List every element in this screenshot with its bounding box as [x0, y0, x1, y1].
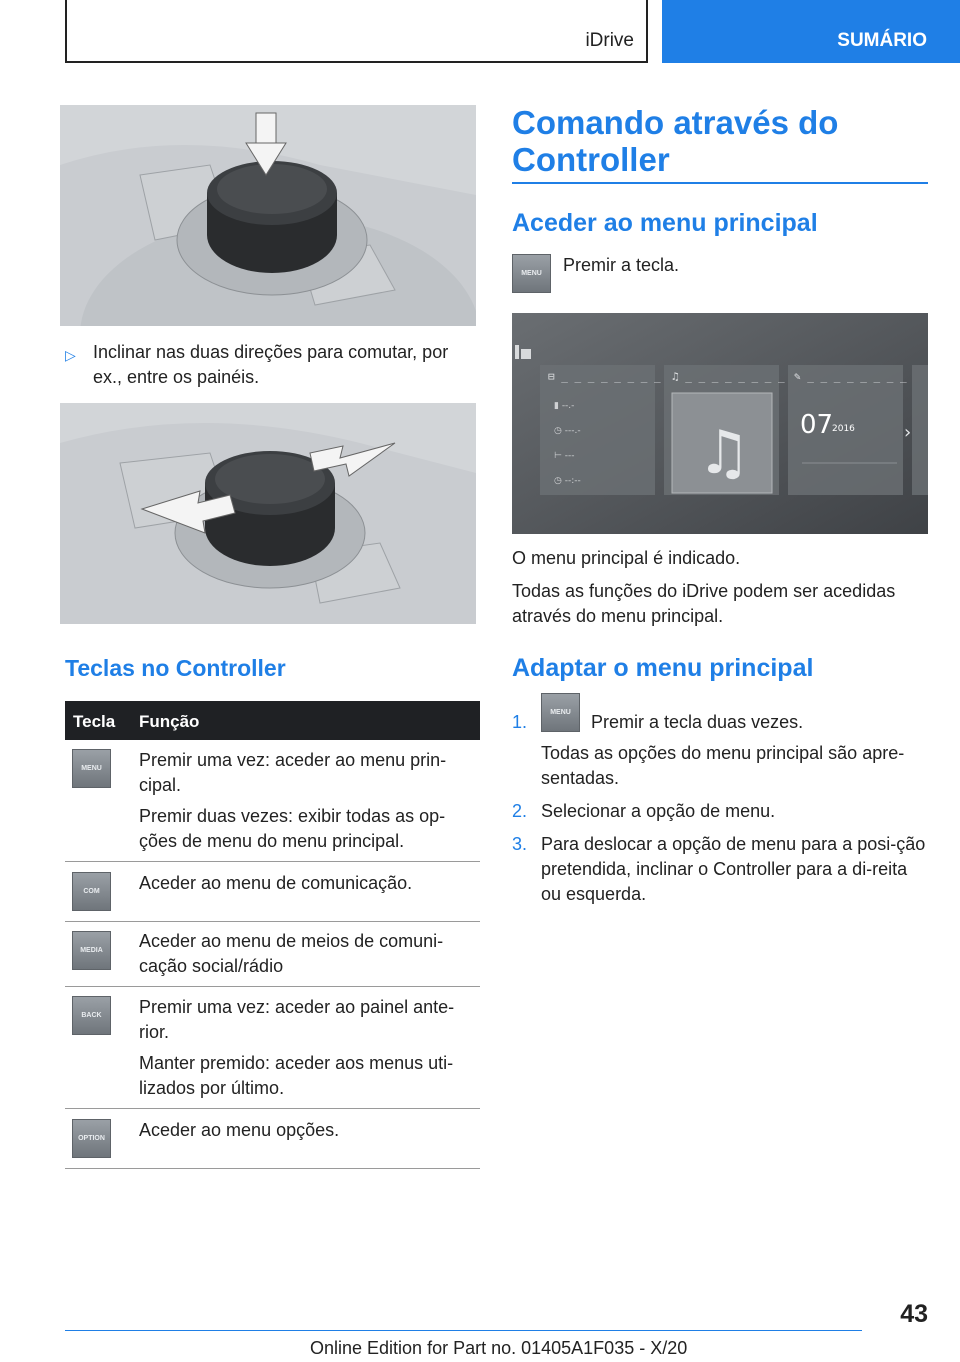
table-row — [65, 1109, 480, 1169]
footer-divider — [65, 1330, 862, 1331]
table-row — [65, 862, 480, 922]
option-key-icon: OPTION — [72, 1119, 111, 1158]
footer-edition: Online Edition for Part no. 01405A1F035 - X/20 — [310, 1338, 688, 1358]
step-number: 3. — [512, 834, 528, 854]
svg-text:♫: ♫ — [697, 418, 751, 488]
menu-key-icon: MENU — [512, 254, 551, 293]
table-row — [65, 740, 480, 862]
screen-date-year: 2016 — [832, 424, 855, 434]
com-key-icon: COM — [72, 872, 111, 911]
page-number: 43 — [900, 1300, 928, 1328]
tilt-instruction — [65, 340, 465, 390]
back-key-icon: BACK — [72, 996, 111, 1035]
svg-text:▮ --.-: ▮ --.- — [554, 401, 575, 411]
svg-text:⊢ ---: ⊢ --- — [554, 451, 575, 461]
svg-text:◷ --:--: ◷ --:-- — [554, 476, 581, 486]
function-text: Premir uma vez: aceder ao painel ante-rior. — [139, 997, 455, 1042]
instruction-text: Premir a tecla. — [563, 255, 680, 275]
menu-displayed-text: O menu principal é indicado. — [512, 548, 741, 568]
svg-text:♫ _ _ _ _ _ _ _ _: ♫ _ _ _ _ _ _ _ _ — [672, 370, 785, 383]
table-row — [65, 922, 480, 987]
table-header — [65, 701, 480, 740]
col-key-header: Tecla — [73, 712, 116, 731]
function-text: Premir duas vezes: exibir todas as op-ções de menu do menu principal. — [139, 806, 446, 851]
function-text: Aceder ao menu de comunicação. — [139, 873, 413, 893]
section-title-controller-keys: Teclas no Controller — [65, 655, 286, 681]
page-title: Comando através do Controller — [512, 104, 839, 178]
screen-date-day: 07 — [800, 410, 834, 440]
header-title: iDrive — [585, 30, 634, 51]
step-text: Premir a tecla duas vezes. — [591, 712, 804, 732]
bullet-text: Inclinar nas duas direções para comutar, por ex., entre os painéis. — [93, 342, 449, 387]
step-text: Selecionar a opção de menu. — [541, 801, 776, 821]
controller-press-illustration — [60, 105, 476, 326]
list-item — [512, 799, 930, 824]
list-item — [512, 710, 930, 791]
function-text: Manter premido: aceder aos menus uti-lizados por último. — [139, 1053, 454, 1098]
step-subtext: Todas as opções do menu principal são apre-sentadas. — [541, 743, 905, 788]
step-text: Para deslocar a opção de menu para a posi-ção pretendida, inclinar o Controller para a di-reita ou esquerda. — [541, 834, 926, 904]
col-function-header: Função — [139, 712, 200, 731]
function-text: Premir uma vez: aceder ao menu prin-cipal. — [139, 750, 447, 795]
menu-key-icon: MENU — [541, 693, 580, 732]
header-bar — [65, 0, 648, 63]
step-number: 2. — [512, 801, 528, 821]
section-title-open-main-menu: Aceder ao menu principal — [512, 209, 818, 237]
svg-text:›: › — [904, 422, 912, 443]
media-key-icon: MEDIA — [72, 931, 111, 970]
key-function-table — [65, 701, 480, 1169]
table-row — [65, 987, 480, 1109]
function-text: Aceder ao menu opções. — [139, 1120, 340, 1140]
svg-text:⊟ _ _ _ _ _ _ _ _: ⊟ _ _ _ _ _ _ _ _ — [548, 370, 661, 383]
menu-functions-text: Todas as funções do iDrive podem ser acedidas através do menu principal. — [512, 581, 896, 626]
step-number: 1. — [512, 712, 528, 732]
bullet-triangle-icon: ▷ — [65, 347, 76, 363]
summary-button[interactable]: SUMÁRIO — [662, 0, 960, 63]
svg-text:✎ _ _ _ _ _ _ _ _: ✎ _ _ _ _ _ _ _ _ — [794, 370, 907, 383]
title-divider — [512, 182, 928, 184]
section-title-adapt-main-menu: Adaptar o menu principal — [512, 654, 814, 682]
svg-text:◷ ---.-: ◷ ---.- — [554, 426, 581, 436]
function-text: Aceder ao menu de meios de comuni-cação social/rádio — [139, 931, 444, 976]
controller-tilt-illustration — [60, 403, 476, 624]
main-menu-screenshot — [512, 313, 928, 534]
list-item — [512, 832, 930, 907]
menu-key-icon: MENU — [72, 749, 111, 788]
